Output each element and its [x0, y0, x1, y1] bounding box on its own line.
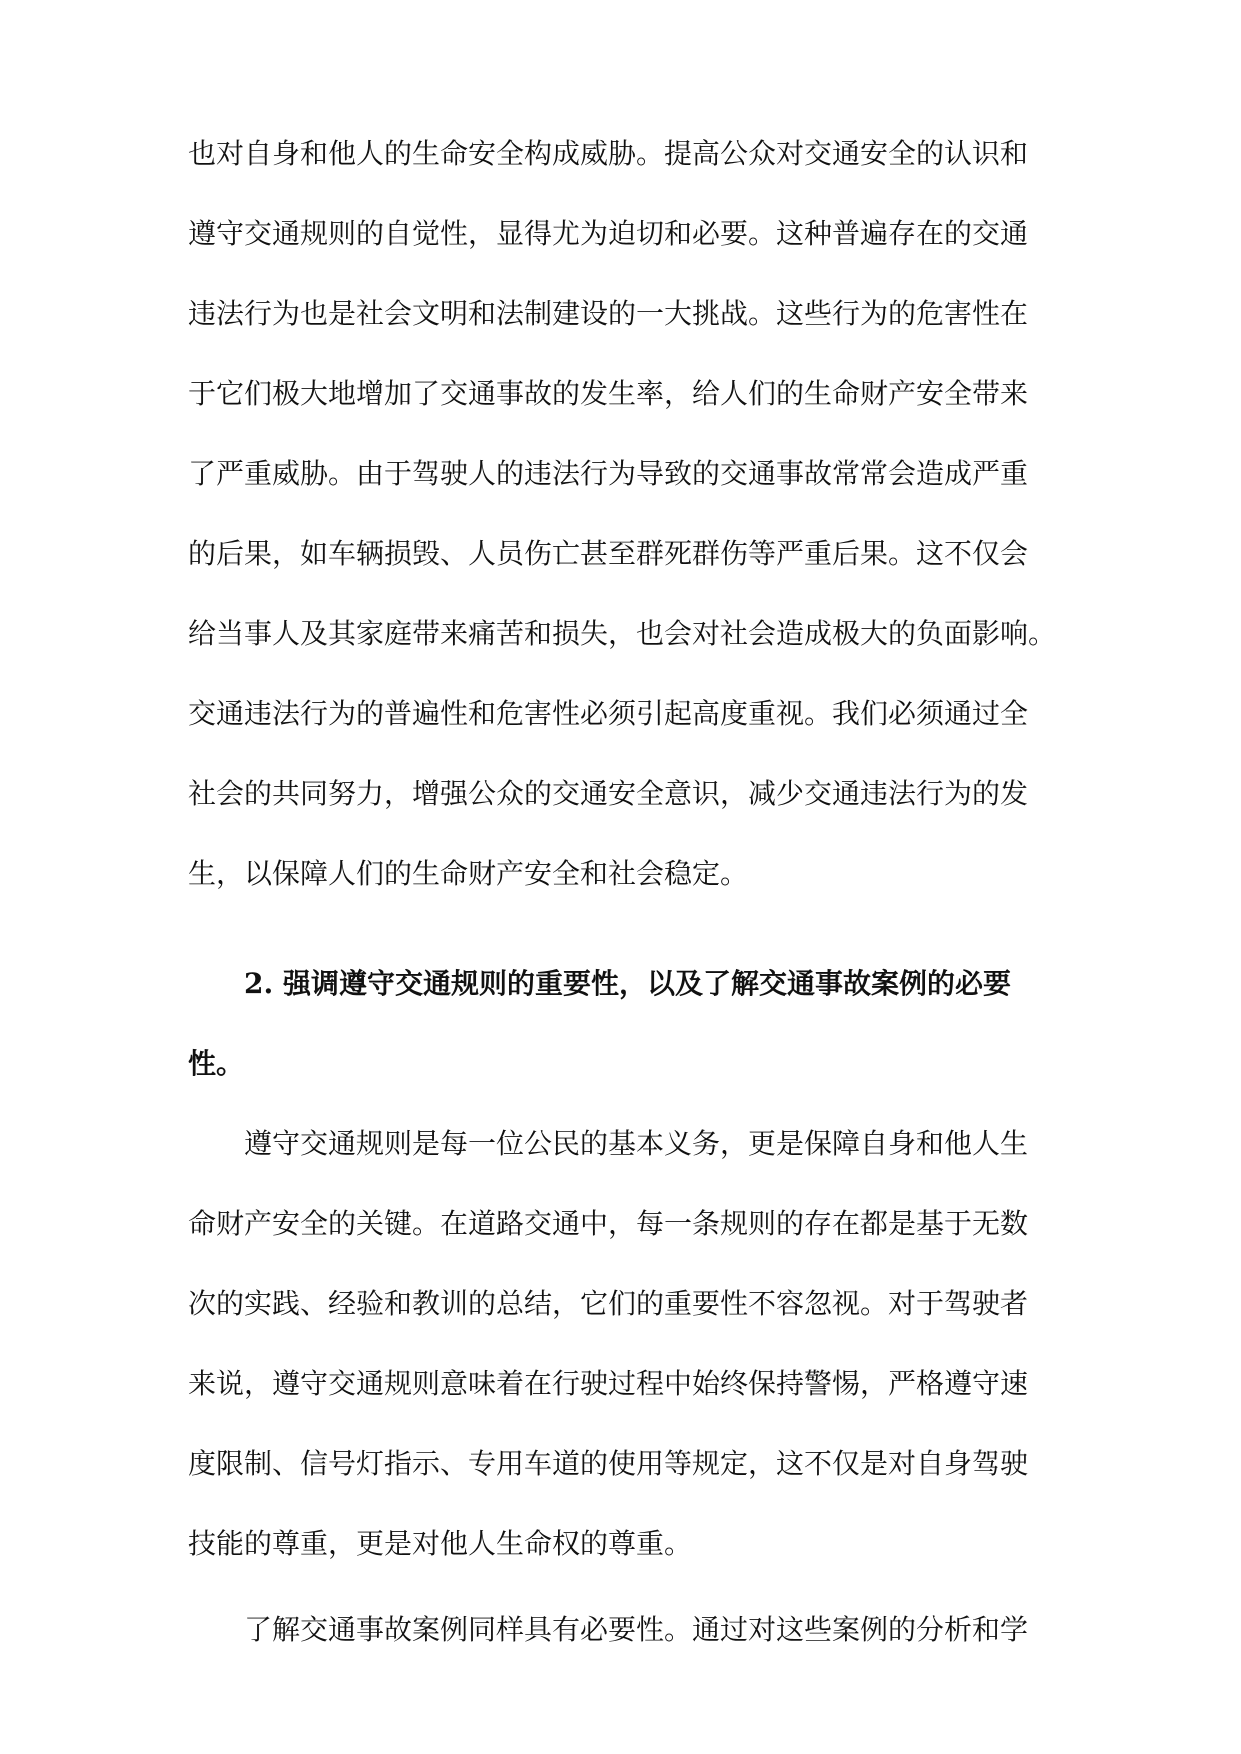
text-line: 度限制、信号灯指示、专用车道的使用等规定，这不仅是对自身驾驶: [188, 1447, 1029, 1480]
text-line: 生，以保障人们的生命财产安全和社会稳定。: [188, 857, 749, 890]
text-line: 违法行为也是社会文明和法制建设的一大挑战。这些行为的危害性在: [188, 297, 1029, 330]
text-line: 于它们极大地增加了交通事故的发生率，给人们的生命财产安全带来: [188, 377, 1029, 410]
text-line: 次的实践、经验和教训的总结，它们的重要性不容忽视。对于驾驶者: [188, 1287, 1029, 1320]
text-line: 了解交通事故案例同样具有必要性。通过对这些案例的分析和学: [244, 1613, 1029, 1646]
text-line: 遵守交通规则是每一位公民的基本义务，更是保障自身和他人生: [244, 1127, 1029, 1160]
text-line: 来说，遵守交通规则意味着在行驶过程中始终保持警惕，严格遵守速: [188, 1367, 1029, 1400]
text-line: 遵守交通规则的自觉性，显得尤为迫切和必要。这种普遍存在的交通: [188, 217, 1029, 250]
text-line: 技能的尊重，更是对他人生命权的尊重。: [188, 1527, 693, 1560]
section-heading-continuation: 性。: [188, 1047, 245, 1080]
text-line: 交通违法行为的普遍性和危害性必须引起高度重视。我们必须通过全: [188, 697, 1029, 730]
text-line: 了严重威胁。由于驾驶人的违法行为导致的交通事故常常会造成严重: [188, 457, 1029, 490]
text-line: 的后果，如车辆损毁、人员伤亡甚至群死群伤等严重后果。这不仅会: [188, 537, 1029, 570]
text-line: 给当事人及其家庭带来痛苦和损失，也会对社会造成极大的负面影响。: [188, 617, 1057, 650]
text-line: 社会的共同努力，增强公众的交通安全意识，减少交通违法行为的发: [188, 777, 1029, 810]
section-heading: 2. 强调遵守交通规则的重要性，以及了解交通事故案例的必要: [244, 967, 1011, 1000]
text-line: 命财产安全的关键。在道路交通中，每一条规则的存在都是基于无数: [188, 1207, 1029, 1240]
text-line: 也对自身和他人的生命安全构成威胁。提高公众对交通安全的认识和: [188, 137, 1029, 170]
